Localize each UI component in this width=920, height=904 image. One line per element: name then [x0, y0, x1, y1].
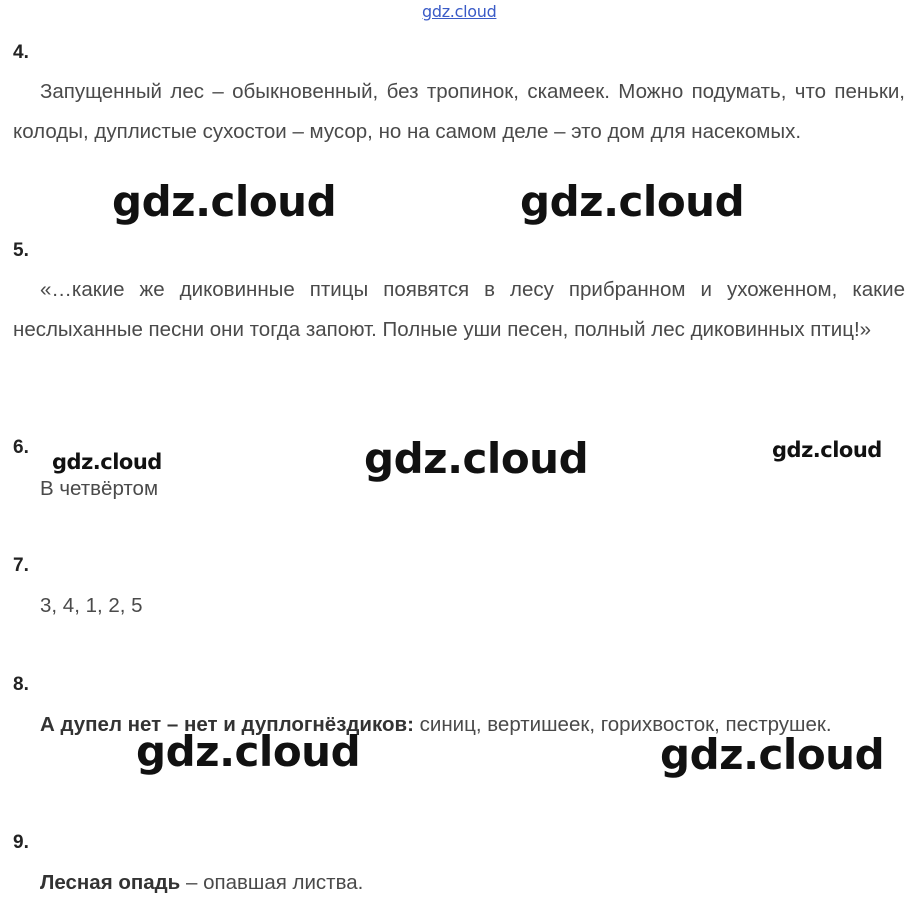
answer-8-body: синиц, вертишеек, горихвосток, пеструшек.	[413, 713, 832, 736]
answer-6-text: В четвёртом	[40, 477, 159, 500]
watermark: gdz.cloud	[112, 177, 337, 226]
watermark: gdz.cloud	[52, 450, 162, 474]
watermark: gdz.cloud	[660, 730, 885, 779]
answer-9-body: – опавшая листва.	[180, 871, 364, 894]
watermark: gdz.cloud	[364, 434, 589, 483]
answer-4-number: 4.	[13, 42, 29, 63]
answer-5-number: 5.	[13, 240, 29, 261]
answer-8-term: А дупел нет – нет и дуплогнёздиков:	[40, 713, 414, 736]
answer-4-body: Запущенный лес – обыкновенный, без тропинок, скамеек. Можно подумать, что пеньки, колоды, дуплистые сухостои – мусор, но на самом деле – это дом для насекомых.	[13, 80, 905, 143]
watermark: gdz.cloud	[772, 438, 882, 462]
answer-9-text	[40, 871, 363, 895]
answer-8-number: 8.	[13, 674, 29, 695]
answer-9-number: 9.	[13, 832, 29, 853]
watermark: gdz.cloud	[136, 727, 361, 776]
answer-5-body: «…какие же диковинные птицы появятся в лесу прибранном и ухоженном, какие неслыханные песни они тогда запоют. Полные уши песен, полный лес диковинных птиц!»	[13, 278, 905, 341]
answer-7-text: 3, 4, 1, 2, 5	[40, 594, 143, 617]
answer-6-number: 6.	[13, 437, 29, 458]
answer-9-term: Лесная опадь	[40, 871, 181, 894]
answer-5-text	[13, 270, 905, 349]
answer-4-text	[13, 72, 905, 151]
answer-7-number: 7.	[13, 555, 29, 576]
watermark: gdz.cloud	[520, 177, 745, 226]
site-link[interactable]: gdz.cloud	[422, 2, 497, 21]
